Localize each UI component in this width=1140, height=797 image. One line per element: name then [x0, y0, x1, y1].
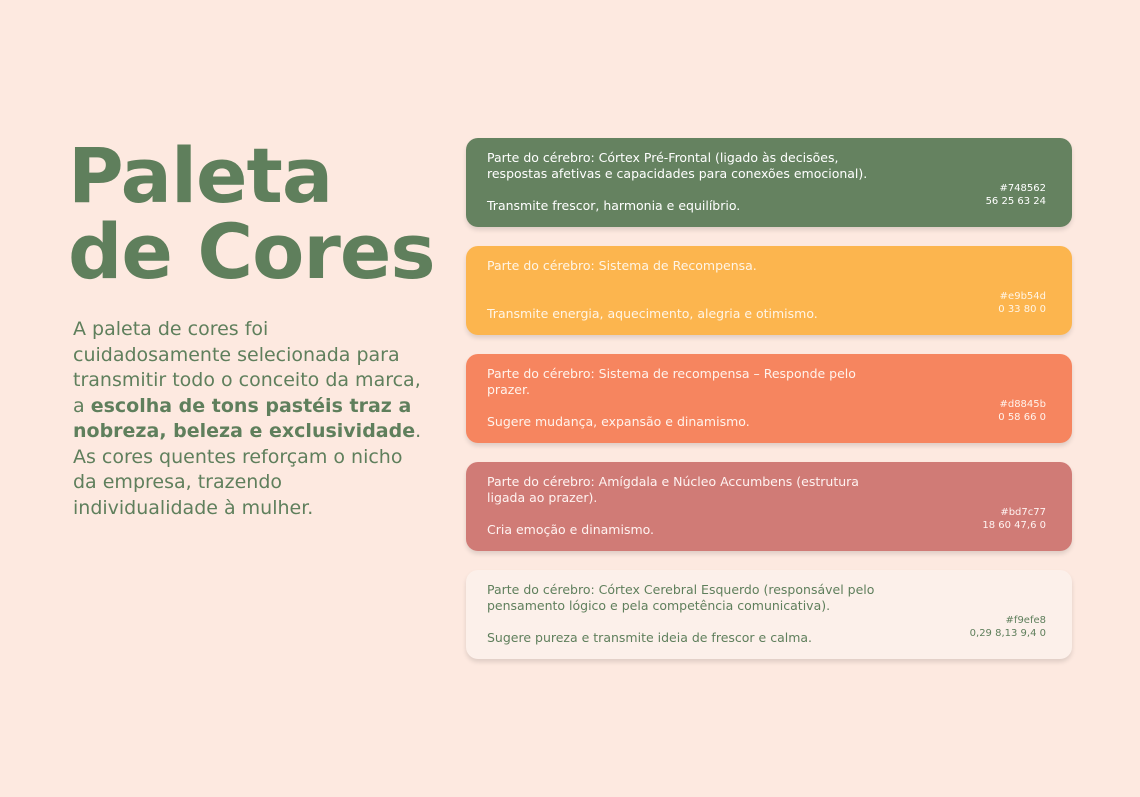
- title-line-1: Paleta: [68, 131, 333, 220]
- color-meaning-text: Transmite frescor, harmonia e equilíbrio.: [487, 198, 741, 213]
- cmyk-code: 0,29 8,13 9,4 0: [969, 628, 1046, 639]
- palette-description: [73, 317, 423, 521]
- description-part-1: A paleta de cores foi cuidadosamente selecionada para transmitir todo o conceito da marca, a: [73, 318, 421, 417]
- color-codes: [982, 506, 1046, 532]
- hex-code: #bd7c77: [1000, 507, 1046, 518]
- title-line-2: de Cores: [68, 207, 435, 296]
- cmyk-code: 18 60 47,6 0: [982, 520, 1046, 531]
- brain-part-text: Parte do cérebro: Córtex Cerebral Esquerdo (responsável pelo pensamento lógico e pela competência comunicativa).: [487, 582, 875, 613]
- cmyk-code: 0 58 66 0: [998, 412, 1046, 423]
- color-card-rose: [466, 462, 1072, 551]
- hex-code: #f9efe8: [1005, 615, 1046, 626]
- color-codes: [998, 290, 1046, 316]
- brain-part-text: Parte do cérebro: Sistema de recompensa – Responde pelo prazer.: [487, 366, 856, 397]
- cmyk-code: 56 25 63 24: [985, 196, 1046, 207]
- color-card-orange: [466, 354, 1072, 443]
- hex-code: #748562: [999, 183, 1046, 194]
- hex-code: #e9b54d: [999, 291, 1046, 302]
- color-codes: [970, 614, 1046, 640]
- description-bold: escolha de tons pastéis traz a nobreza, beleza e exclusividade: [73, 394, 416, 442]
- color-meaning-text: Sugere pureza e transmite ideia de frescor e calma.: [487, 630, 813, 645]
- hex-code: #d8845b: [999, 399, 1046, 410]
- brain-part-text: Parte do cérebro: Sistema de Recompensa.: [487, 258, 757, 273]
- color-meaning-text: Cria emoção e dinamismo.: [487, 522, 655, 537]
- cmyk-code: 0 33 80 0: [998, 304, 1046, 315]
- color-card-green: [466, 138, 1072, 227]
- brain-part-text: Parte do cérebro: Amígdala e Núcleo Accumbens (estrutura ligada ao prazer).: [487, 474, 859, 505]
- color-card-cream: [466, 570, 1072, 659]
- description-part-2: . As cores quentes reforçam o nicho da empresa, trazendo individualidade à mulher.: [73, 420, 422, 519]
- brain-part-text: Parte do cérebro: Córtex Pré-Frontal (ligado às decisões, respostas afetivas e capacidades para conexões emocional).: [487, 150, 868, 181]
- color-cards: [466, 138, 1072, 678]
- color-codes: [986, 182, 1046, 208]
- color-codes: [998, 398, 1046, 424]
- color-meaning-text: Sugere mudança, expansão e dinamismo.: [487, 414, 750, 429]
- color-meaning-text: Transmite energia, aquecimento, alegria e otimismo.: [487, 306, 818, 321]
- page-title: [68, 131, 435, 296]
- color-card-yellow: [466, 246, 1072, 335]
